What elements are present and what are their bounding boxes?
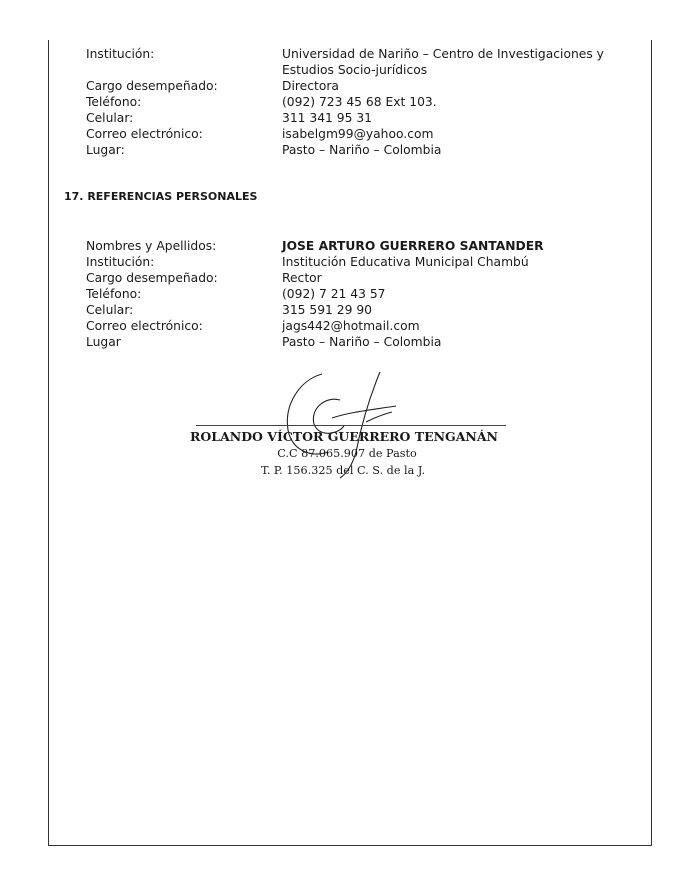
field-label: Cargo desempeñado: <box>86 79 218 93</box>
personal-row-name <box>86 239 646 254</box>
signer-name: ROLANDO VÍCTOR GUERRERO TENGANÁN <box>190 429 498 444</box>
field-label: Correo electrónico: <box>86 127 203 141</box>
field-value: 315 591 29 90 <box>282 303 372 317</box>
field-value: Directora <box>282 79 339 93</box>
field-value: (092) 7 21 43 57 <box>282 287 386 301</box>
field-label: Nombres y Apellidos: <box>86 239 217 253</box>
section-heading: 17. REFERENCIAS PERSONALES <box>64 190 258 203</box>
field-value: Universidad de Nariño – Centro de Investigaciones y <box>282 47 604 61</box>
signer-id: C.C 87.065.907 de Pasto <box>277 447 417 460</box>
field-label: Teléfono: <box>86 95 142 109</box>
field-label: Celular: <box>86 111 134 125</box>
signature-line <box>196 425 506 426</box>
field-label: Lugar: <box>86 143 125 157</box>
field-label: Institución: <box>86 255 155 269</box>
field-label: Lugar <box>86 335 121 349</box>
field-value: Rector <box>282 271 322 285</box>
field-label: Teléfono: <box>86 287 142 301</box>
reference-row-email <box>86 127 646 142</box>
field-label: Celular: <box>86 303 134 317</box>
personal-row-place <box>86 335 646 350</box>
field-value: isabelgm99@yahoo.com <box>282 127 434 141</box>
field-value: Pasto – Nariño – Colombia <box>282 335 442 349</box>
personal-row-phone <box>86 287 646 302</box>
reference-row-institution <box>86 47 646 62</box>
field-value: JOSE ARTURO GUERRERO SANTANDER <box>282 239 544 253</box>
reference-row-institution-cont <box>86 63 646 78</box>
personal-row-position <box>86 271 646 286</box>
reference-row-mobile <box>86 111 646 126</box>
reference-row-position <box>86 79 646 94</box>
reference-row-place <box>86 143 646 158</box>
field-value: Institución Educativa Municipal Chambú <box>282 255 529 269</box>
field-value: jags442@hotmail.com <box>282 319 420 333</box>
field-value: (092) 723 45 68 Ext 103. <box>282 95 437 109</box>
field-label: Correo electrónico: <box>86 319 203 333</box>
field-label: Institución: <box>86 47 155 61</box>
signer-professional-card: T. P. 156.325 del C. S. de la J. <box>261 464 425 477</box>
field-label: Cargo desempeñado: <box>86 271 218 285</box>
personal-row-institution <box>86 255 646 270</box>
reference-row-phone <box>86 95 646 110</box>
field-value: Estudios Socio-jurídicos <box>282 63 428 77</box>
field-value: Pasto – Nariño – Colombia <box>282 143 442 157</box>
field-value: 311 341 95 31 <box>282 111 372 125</box>
personal-row-mobile <box>86 303 646 318</box>
personal-row-email <box>86 319 646 334</box>
